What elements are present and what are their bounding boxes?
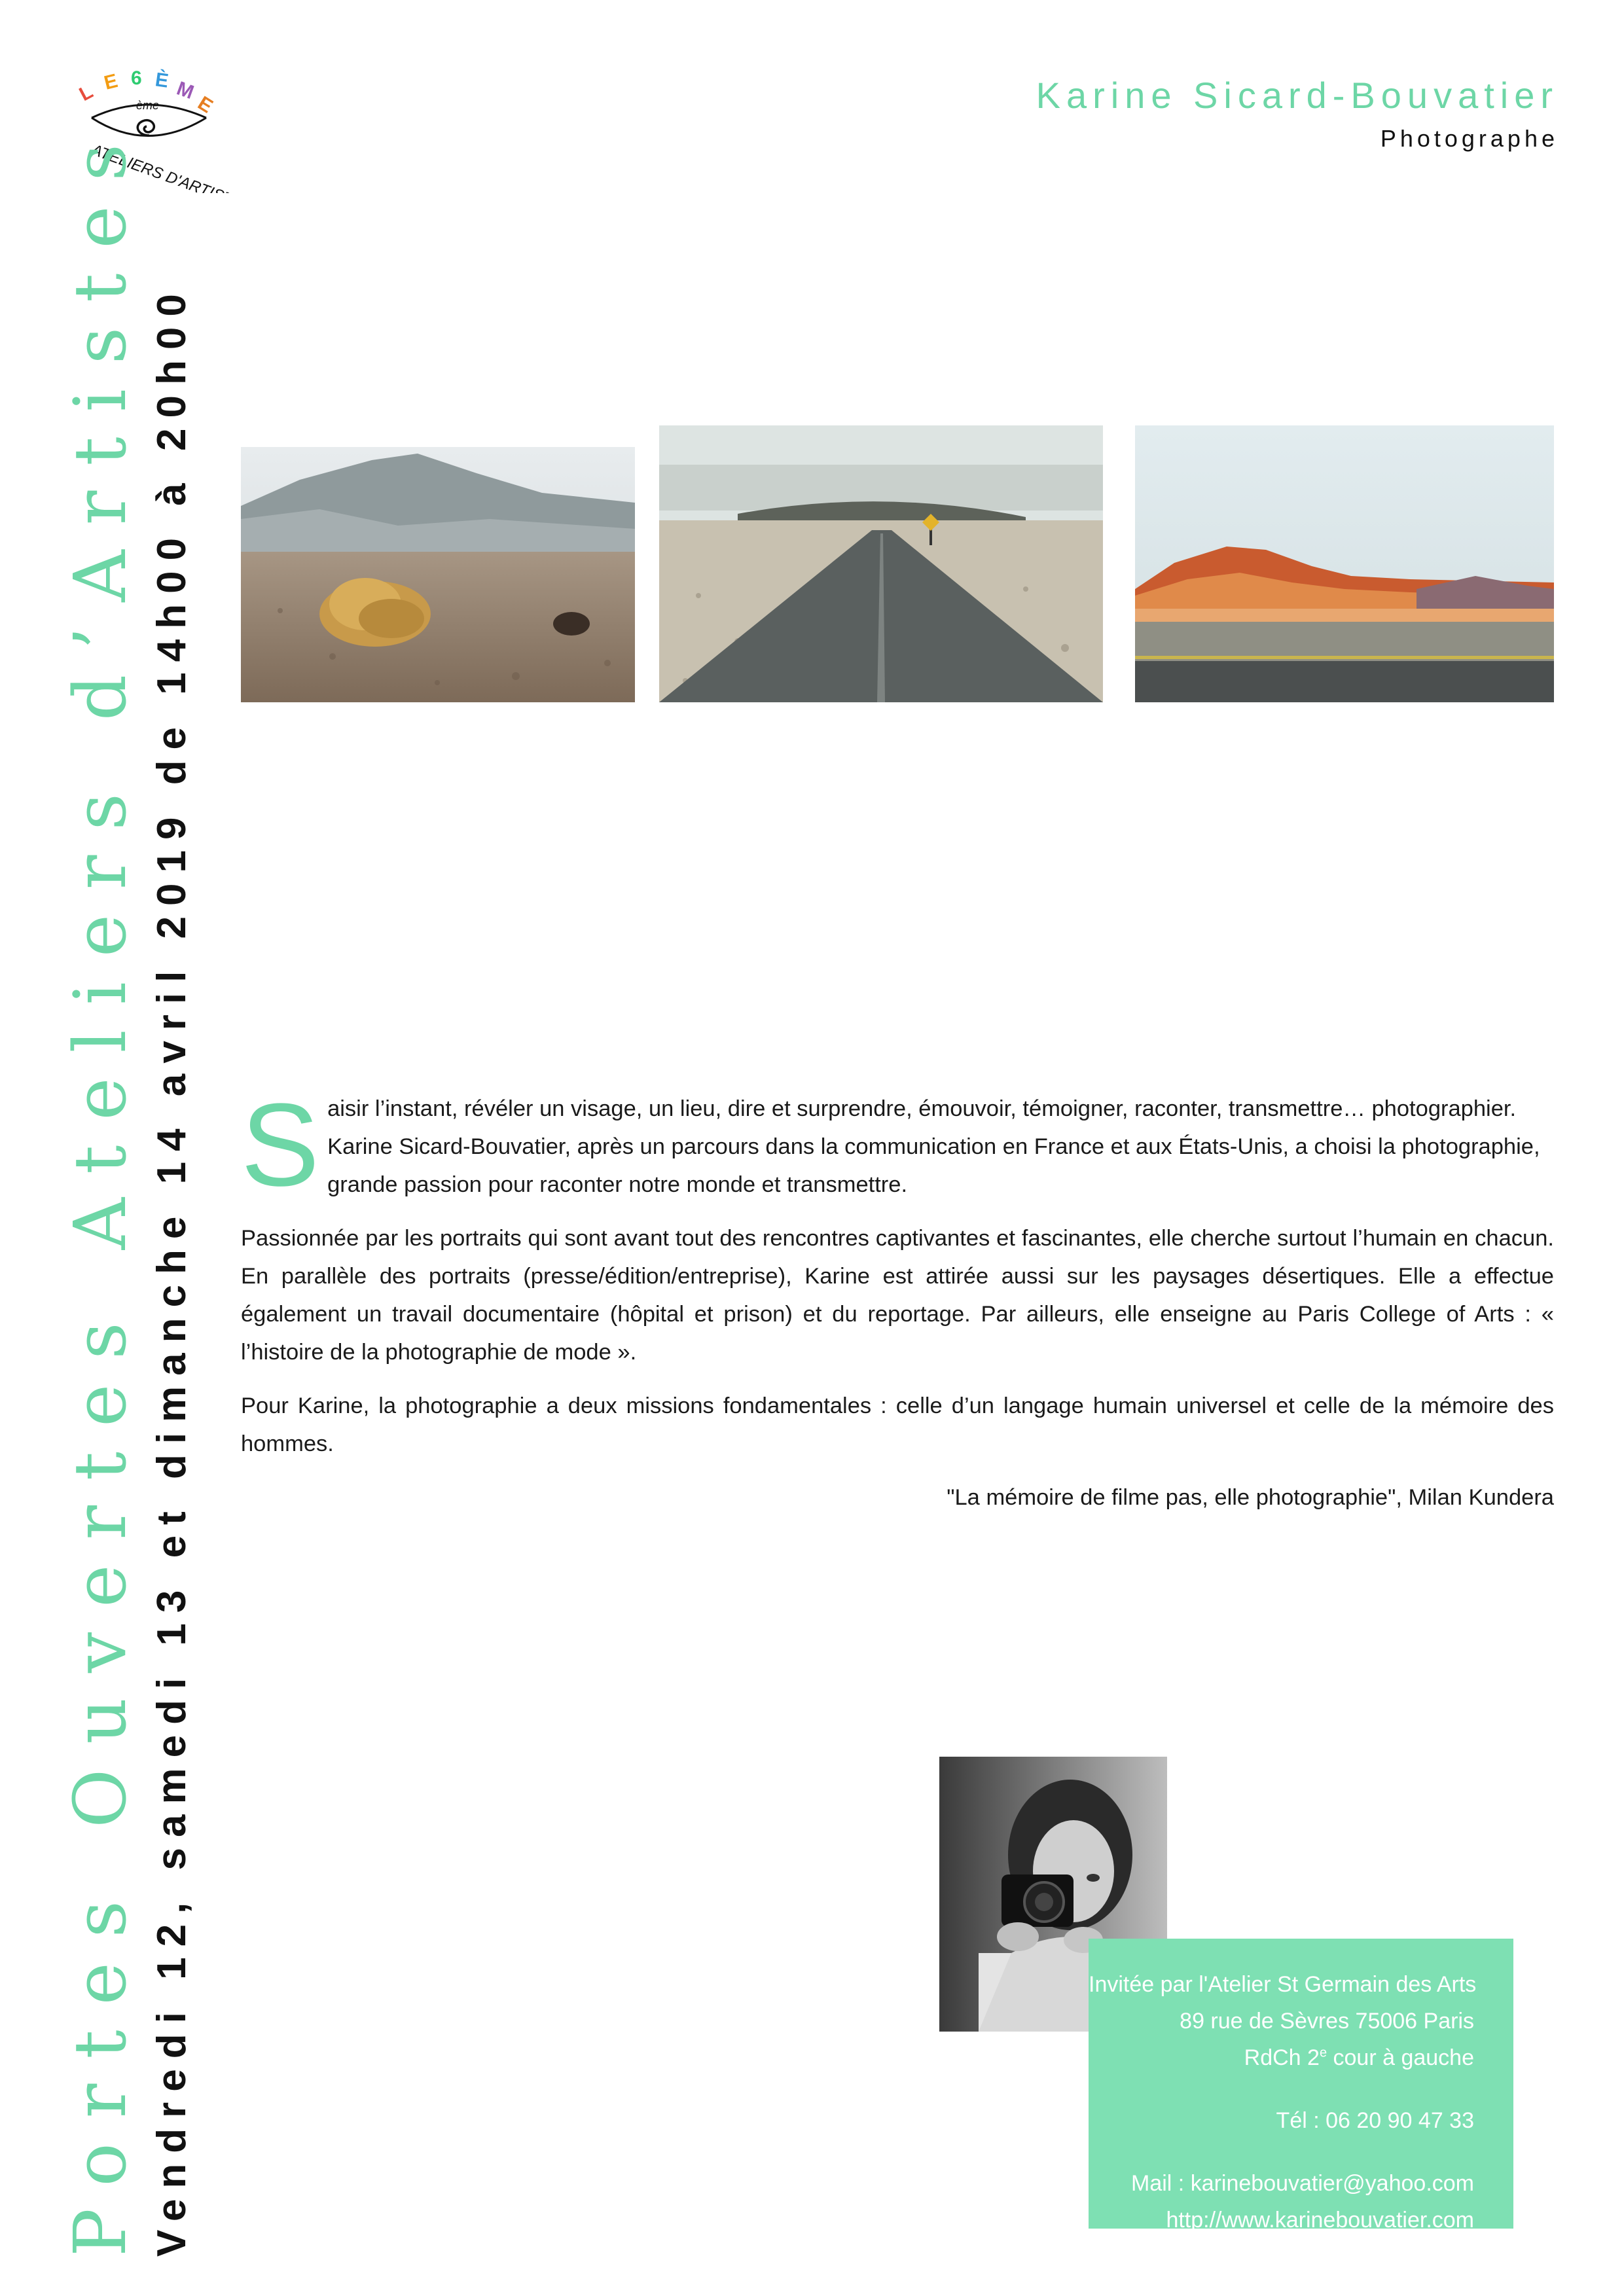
bio-intro-line: aisir l’instant, révéler un visage, un lieu, dire et surprendre, émouvoir, témoigner, raconter, transmettre… photographier. <box>327 1096 1517 1121</box>
bio-paragraph-portraits: Passionnée par les portraits qui sont avant tout des rencontres captivantes et fascinantes, elle cherche surtout l’humain en chacun. En parallèle des portraits (presse/édition/entreprise), Karine est attirée aussi sur les paysages désertiques. Elle a effectue également un travail documentaire (hôpital et prison) et du reportage. Par ailleurs, elle enseigne au Paris College of Arts : « l’histoire de la photographie de mode ». <box>241 1226 1554 1365</box>
side-dates: Vendredi 12, samedi 13 et dimanche 14 avril 2019 de 14h00 à 20h00 <box>149 283 194 2257</box>
contact-website[interactable]: http://www.karinebouvatier.com <box>1166 2208 1474 2233</box>
artist-role: Photographe <box>1380 125 1559 152</box>
contact-invited-by: Invitée par l'Atelier St Germain des Arts <box>1089 1972 1477 1997</box>
contact-location <box>1089 2039 1474 2076</box>
contact-location-sup: e <box>1319 2045 1327 2060</box>
logo-letter: L <box>75 81 97 106</box>
logo-letter: M <box>173 77 197 104</box>
drop-cap: S <box>241 1079 320 1211</box>
desert-shrub-photo <box>241 447 635 702</box>
contact-email[interactable]: Mail : karinebouvatier@yahoo.com <box>1131 2171 1474 2196</box>
desert-road-photo <box>659 425 1103 702</box>
contact-location-a: RdCh 2 <box>1244 2045 1320 2070</box>
quote: "La mémoire de filme pas, elle photographie", Milan Kundera <box>947 1485 1554 1510</box>
logo-letter: E <box>101 69 120 94</box>
orange-mountains-photo <box>1135 425 1554 702</box>
header <box>1036 77 1559 151</box>
contact-location-b: cour à gauche <box>1327 2045 1474 2070</box>
side-title: Portes Ouvertes Ateliers d’Artistes <box>58 119 142 2257</box>
bio-paragraph-missions: Pour Karine, la photographie a deux missions fondamentales : celle d’un langage humain universel et celle de la mémoire des hommes. <box>241 1393 1554 1456</box>
logo-eme: ème <box>136 99 160 112</box>
logo-letter: E <box>194 92 217 118</box>
logo-letter: È <box>154 69 170 92</box>
contact-phone: Tél : 06 20 90 47 33 <box>1276 2108 1474 2133</box>
artist-name: Karine Sicard-Bouvatier <box>1036 75 1559 116</box>
contact-address: 89 rue de Sèvres 75006 Paris <box>1180 2009 1474 2034</box>
contact-box <box>1089 1939 1513 2233</box>
biography <box>241 1079 1554 1532</box>
logo-text: ATELIERS D'ARTISTES <box>88 141 229 193</box>
logo-letter: 6 <box>131 67 142 89</box>
bio-intro-paragraph: Karine Sicard-Bouvatier, après un parcours dans la communication en France et aux États-Unis, a choisi la photographie, grande passion pour raconter notre monde et transmettre. <box>327 1134 1540 1197</box>
